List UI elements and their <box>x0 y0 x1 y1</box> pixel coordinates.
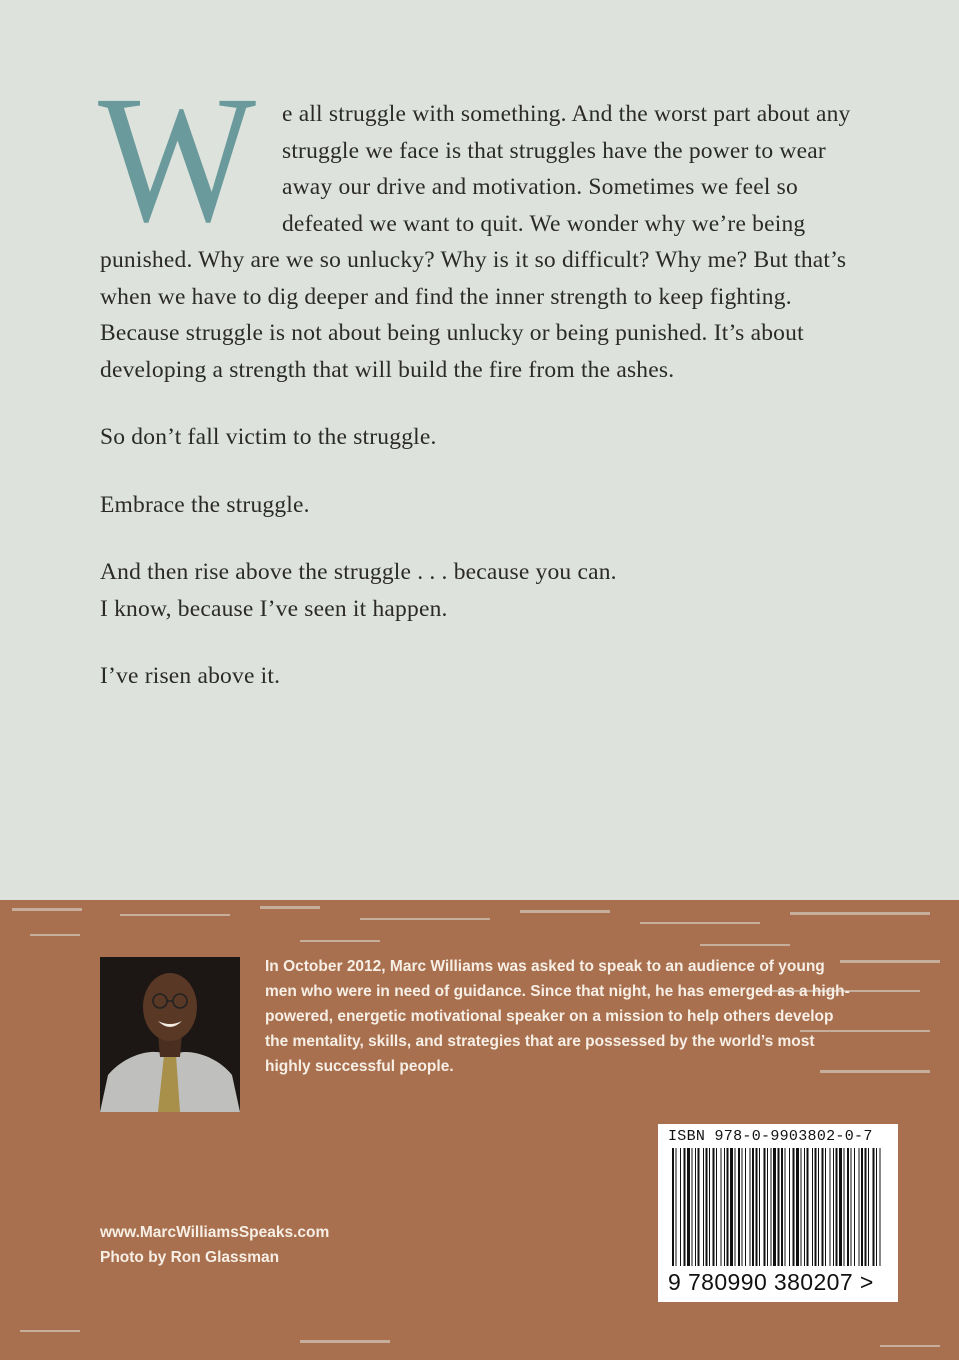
author-photo <box>100 957 240 1112</box>
blurb-paragraph-1 <box>98 59 870 388</box>
credits <box>100 1220 329 1270</box>
drop-cap: W <box>98 59 257 260</box>
photo-credit: Photo by Ron Glassman <box>100 1249 280 1266</box>
blurb-paragraph-4-line-1: And then rise above the struggle . . . because you can. <box>100 559 617 585</box>
isbn-barcode <box>658 1124 898 1302</box>
isbn-label: ISBN 978-0-9903802-0-7 <box>668 1128 873 1145</box>
blurb-paragraph-4-line-2: I know, because I’ve seen it happen. <box>100 595 448 622</box>
barcode-digits: 9 780990 380207 > <box>668 1269 874 1295</box>
blurb-paragraph-1-text: e all struggle with something. And the worst part about any struggle we face is that struggles have the power to wear away our drive and motivation. Sometimes we feel so defeated we want to quit. We wonder why we’re being punished. Why are we so unlucky? Why is it so difficult? Why me? But that’s when we have to dig deeper and find the inner strength to keep fighting. Because struggle is not about being unlucky or being punished. It’s about developing a strength that will build the fire from the ashes. <box>100 101 851 383</box>
author-portrait-image <box>100 957 240 1112</box>
barcode-bars <box>668 1148 888 1266</box>
blurb-paragraph-3: Embrace the struggle. <box>100 491 310 518</box>
author-bio: In October 2012, Marc Williams was asked to speak to an audience of young men who were in need of guidance. Since that night, he has emerged as a high-powered, energetic motivational speaker on a mission to help others develop the mentality, skills, and strategies that are possessed by the world’s most highly successful people. <box>265 958 850 1075</box>
author-website: www.MarcWilliamsSpeaks.com <box>100 1224 330 1241</box>
back-cover-blurb <box>98 59 870 726</box>
blurb-paragraph-4 <box>100 554 870 627</box>
blurb-paragraph-2: So don’t fall victim to the struggle. <box>100 424 437 450</box>
blurb-paragraph-5: I’ve risen above it. <box>100 663 281 689</box>
